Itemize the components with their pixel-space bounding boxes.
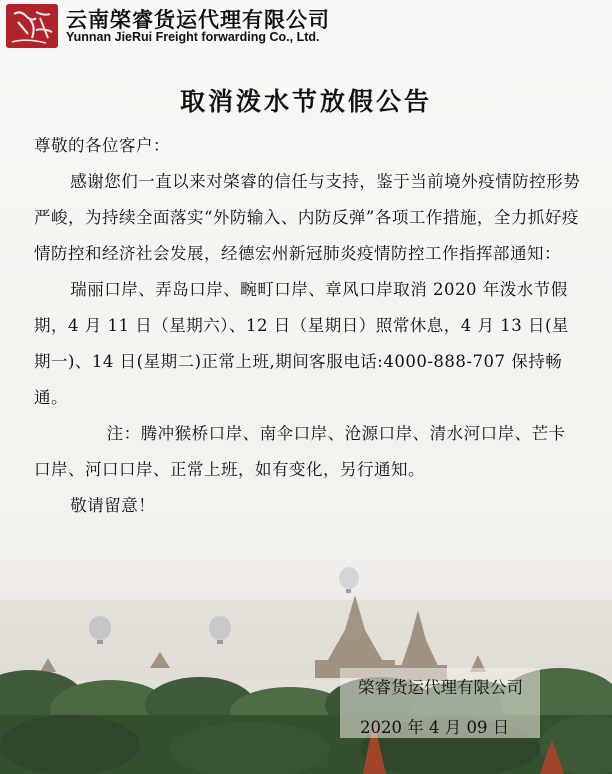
paragraph-intro: 感谢您们一直以来对棨睿的信任与支持，鉴于当前境外疫情防控形势严峻，为持续全面落实“外防输入、内防反弹”各项工作措施，全力抓好疫情防控和经济社会发展，经德宏州新冠肺炎疫情防控工作指挥部通知： <box>34 172 581 263</box>
page-title: 取消泼水节放假公告 <box>179 87 432 116</box>
greeting: 尊敬的各位客户： <box>34 136 170 155</box>
paragraph-note: 注：腾冲猴桥口岸、南伞口岸、沧源口岸、清水河口岸、芒卡口岸、河口口岸、正常上班，如有变化，另行通知。 <box>34 424 566 479</box>
signature: 棨睿货运代理有限公司 <box>358 678 523 697</box>
logo-calligraphy-icon <box>6 4 58 48</box>
notice-body <box>34 128 582 524</box>
paragraph-schedule: 瑞丽口岸、弄岛口岸、畹町口岸、章风口岸取消 2020 年泼水节假期，4 月 11 日（星期六）、12 日（星期日）照常休息，4 月 13 日(星期一)、14 日(星期二)正常上班,期间客服电话:4000-888-707 保持畅通。 <box>34 280 569 407</box>
company-name-cn: 云南棨睿货运代理有限公司 <box>66 8 330 32</box>
letterhead <box>0 0 612 56</box>
company-name-en: Yunnan JieRui Freight forwarding Co., Ltd. <box>66 30 320 44</box>
notice-date: 2020 年 4 月 09 日 <box>360 718 510 737</box>
closing-line: 敬请留意！ <box>70 496 156 515</box>
company-logo <box>6 4 58 48</box>
